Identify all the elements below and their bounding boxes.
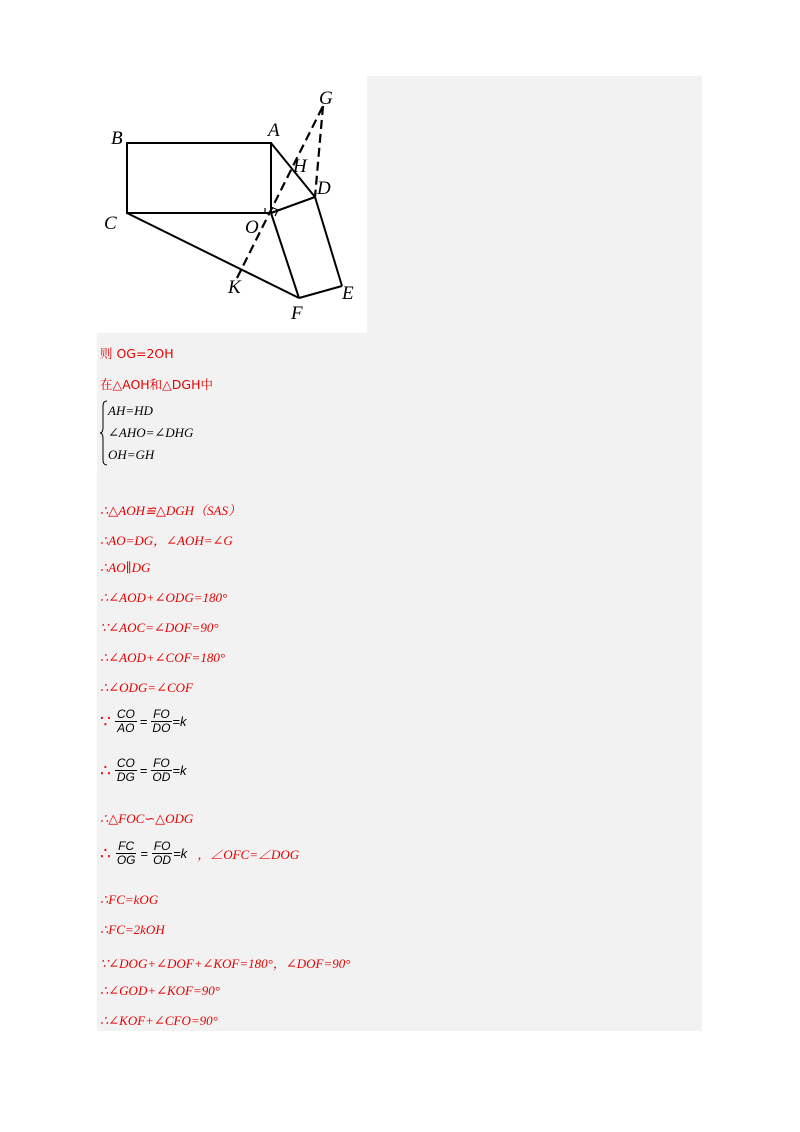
k-value: =k — [172, 763, 187, 778]
fraction-numerator: FO — [153, 707, 170, 721]
fraction-numerator: CO — [116, 756, 135, 770]
step-7: ∵∠AOC=∠DOF=90° — [100, 620, 219, 635]
fraction-denominator: OD — [153, 853, 172, 867]
step-6: ∴∠AOD+∠ODG=180° — [100, 590, 228, 605]
fraction-numerator: FC — [118, 839, 135, 853]
fraction-numerator: FO — [153, 756, 170, 770]
label-d: D — [317, 178, 331, 199]
geometry-diagram — [97, 76, 367, 333]
label-g: G — [319, 88, 333, 109]
fraction-numerator: FO — [153, 839, 171, 853]
step-13: ∵∠DOG+∠DOF+∠KOF=180°，∠DOF=90° — [100, 956, 351, 971]
system-row-1: AH=HD — [108, 403, 153, 418]
segment-cf — [127, 213, 299, 298]
k-value: =k — [173, 846, 188, 861]
step-12: ∴FC=2kOH — [100, 922, 165, 937]
system-row-2: ∠AHO=∠DHG — [108, 425, 194, 440]
fraction-denominator: DG — [116, 770, 135, 784]
step-5: ∴AO∥DG — [100, 560, 151, 575]
label-k: K — [228, 277, 241, 298]
therefore-symbol: ∴ — [100, 843, 111, 864]
fraction — [150, 708, 172, 735]
fraction-denominator: AO — [117, 721, 135, 735]
step-2: 在△AOH和△DGH中 — [100, 377, 214, 392]
segment-ef — [299, 286, 342, 298]
step-8: ∴∠AOD+∠COF=180° — [100, 650, 226, 665]
step-10: ∴△FOC∽△ODG — [100, 811, 194, 826]
fraction-numerator: CO — [116, 707, 135, 721]
equals-sign: = — [139, 714, 148, 729]
fraction — [115, 708, 137, 735]
label-b: B — [111, 128, 123, 149]
label-o: O — [245, 217, 259, 238]
step-4: ∴AO=DG，∠AOH=∠G — [100, 533, 233, 548]
fraction-denominator: OD — [152, 770, 171, 784]
label-h: H — [293, 156, 307, 177]
step-15: ∴∠KOF+∠CFO=90° — [100, 1013, 218, 1028]
label-a: A — [268, 120, 280, 141]
geometry-figure — [97, 76, 367, 333]
fraction-line-3 — [100, 840, 299, 867]
fraction — [150, 757, 172, 784]
fraction — [115, 840, 138, 867]
fraction — [151, 840, 173, 867]
step-9: ∴∠ODG=∠COF — [100, 680, 193, 695]
fraction-line-1 — [100, 708, 187, 735]
segment-de — [315, 197, 342, 286]
step-3: ∴△AOH≌△DGH（SAS） — [100, 503, 241, 518]
fraction-denominator: OG — [116, 853, 136, 867]
step-14: ∴∠GOD+∠KOF=90° — [100, 983, 220, 998]
equals-sign: = — [140, 846, 149, 861]
therefore-symbol: ∴ — [100, 760, 111, 781]
label-e: E — [342, 283, 354, 304]
k-value: =k — [172, 714, 187, 729]
because-symbol: ∵ — [100, 711, 111, 732]
fraction — [115, 757, 137, 784]
step-1: 则 OG=2OH — [100, 346, 174, 361]
system-row-3: OH=GH — [108, 447, 155, 462]
equals-sign: = — [139, 763, 148, 778]
fraction-line-2 — [100, 757, 187, 784]
fraction-denominator: DO — [152, 721, 171, 735]
step-11: ∴FC=kOG — [100, 892, 159, 907]
label-f: F — [291, 303, 303, 324]
rectangle-abco — [127, 143, 271, 213]
angle-equality: ，∠OFC=∠DOG — [197, 847, 300, 862]
label-c: C — [104, 213, 117, 234]
brace-icon — [100, 400, 108, 466]
